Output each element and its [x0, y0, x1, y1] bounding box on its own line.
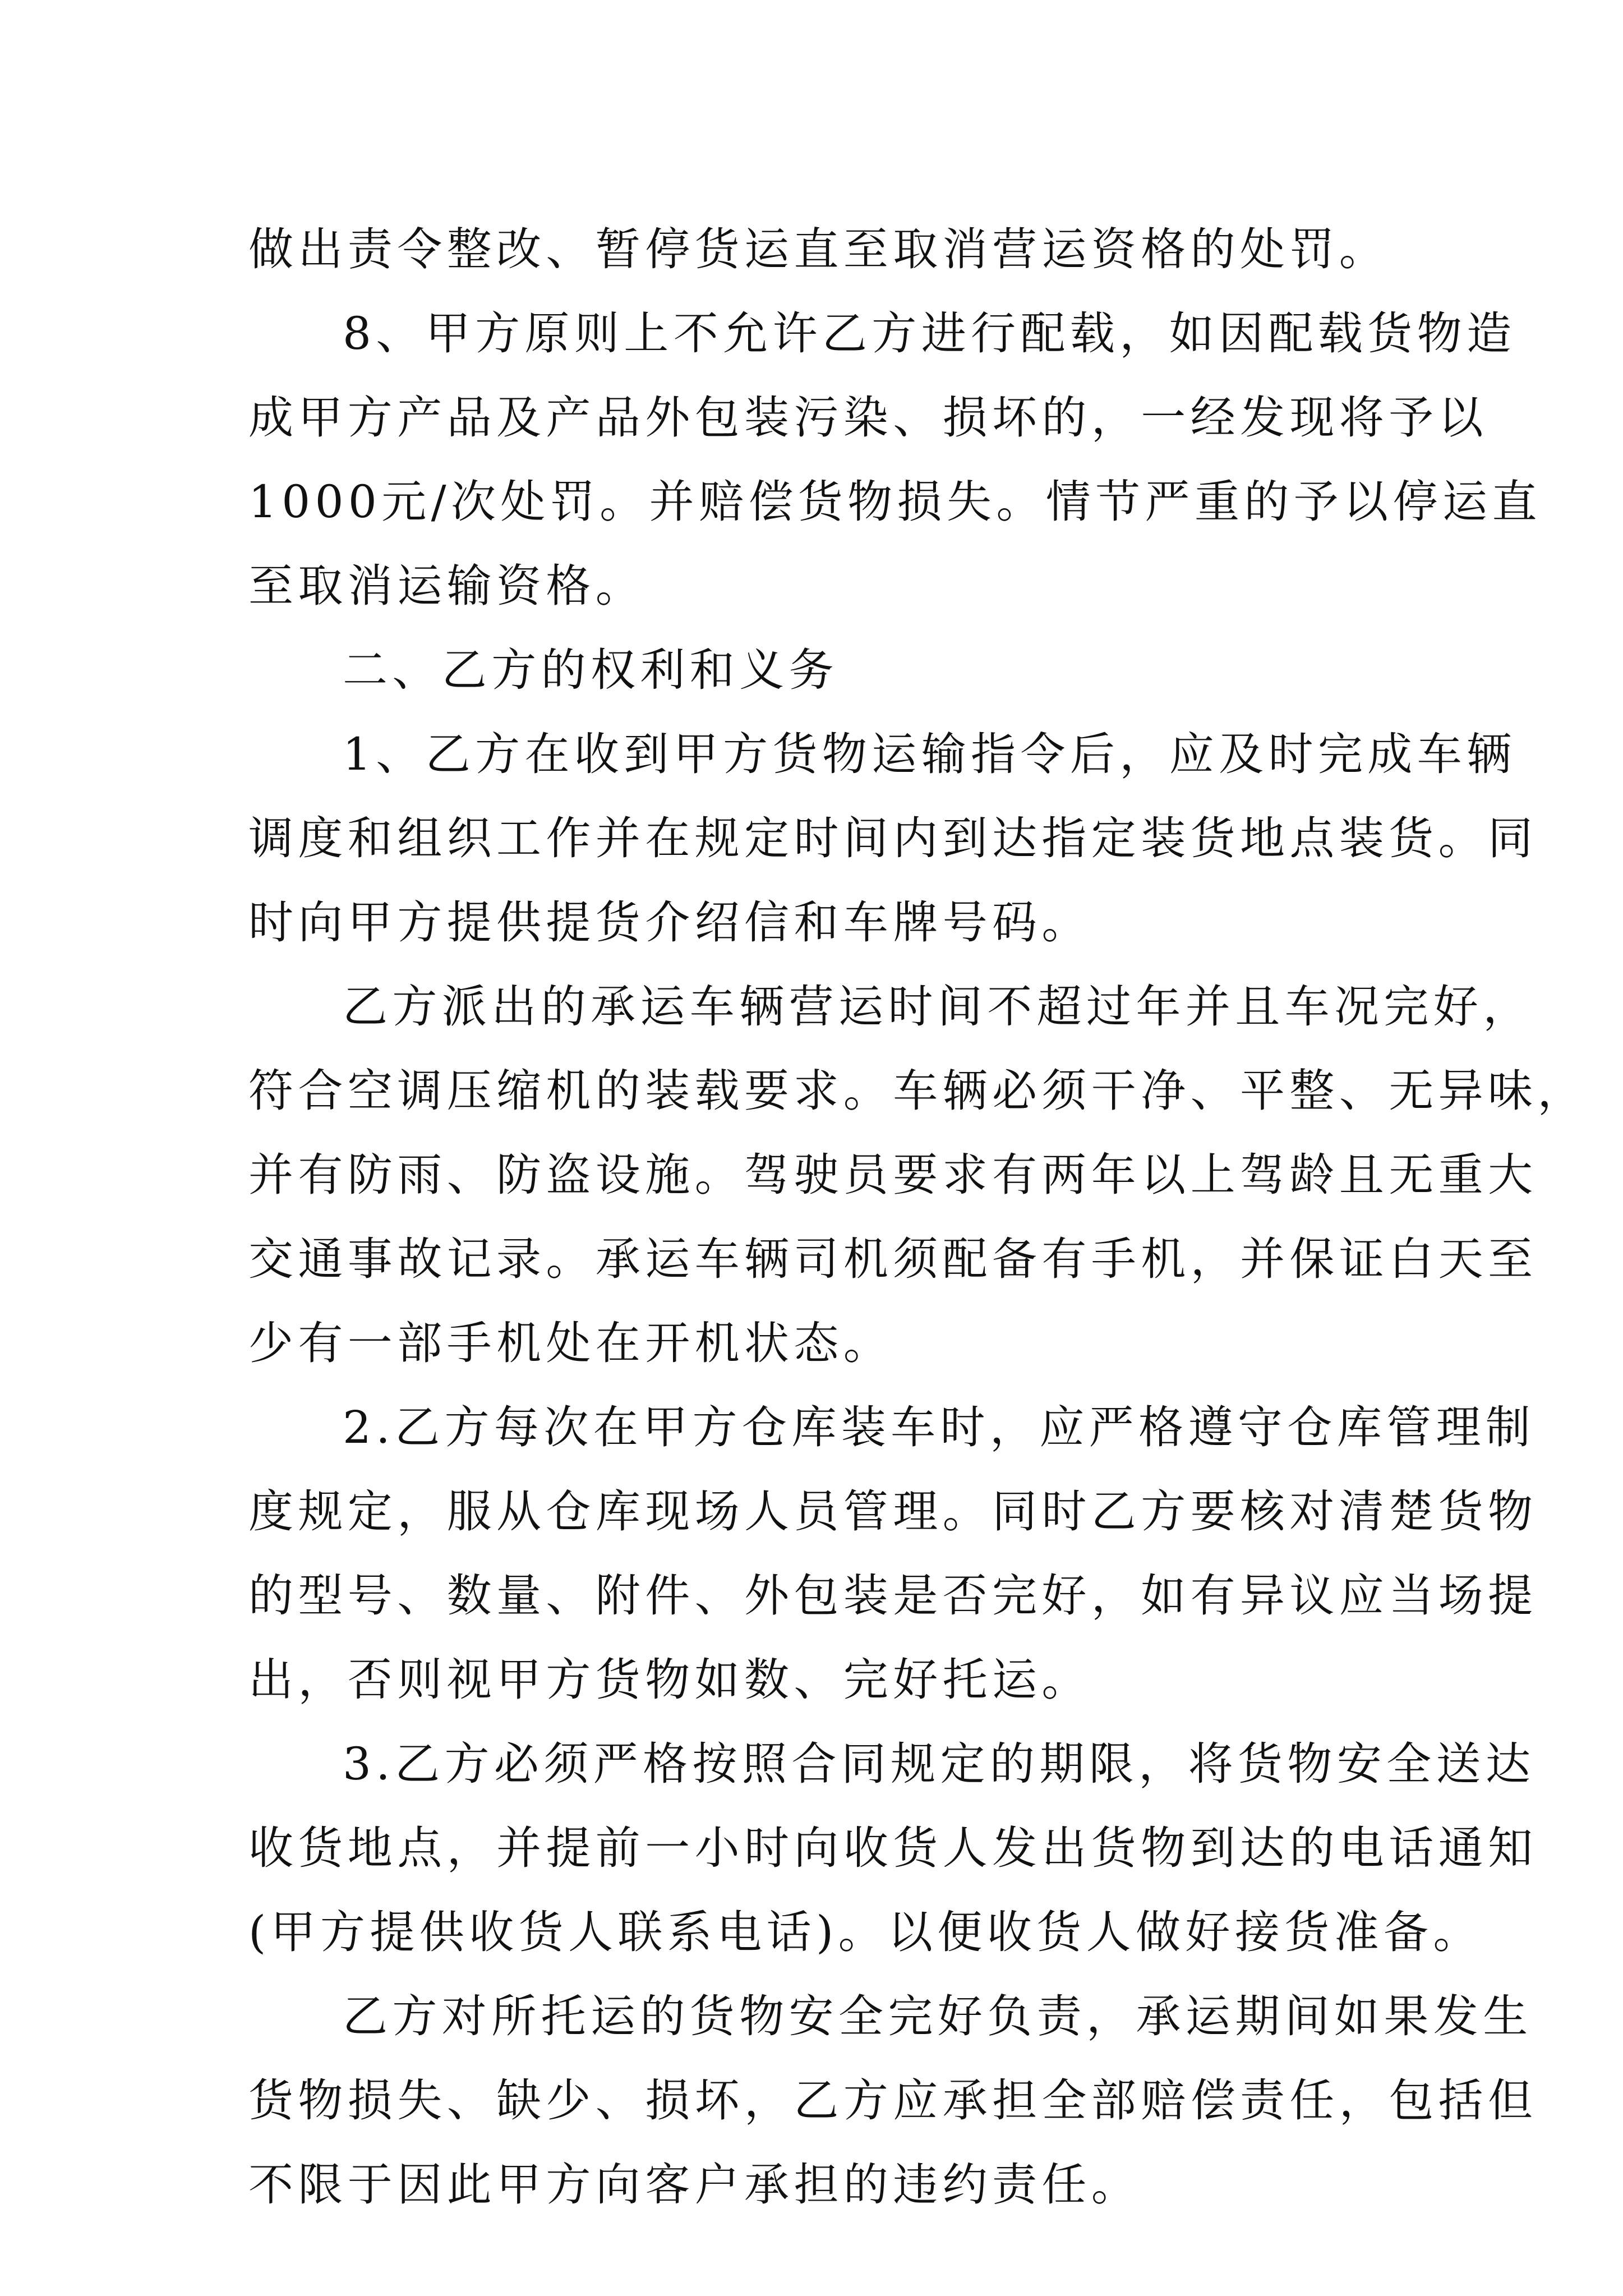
text-line: 1000元/次处罚。并赔偿货物损失。情节严重的予以停运直	[248, 476, 1542, 528]
text-line: 交通事故记录。承运车辆司机须配备有手机，并保证白天至	[248, 1233, 1538, 1285]
text-line: 8、甲方原则上不允许乙方进行配载，如因配载货物造	[343, 307, 1516, 360]
text-line: 符合空调压缩机的装载要求。车辆必须干净、平整、无异味，	[248, 1065, 1587, 1117]
text-line: 乙方对所托运的货物安全完好负责，承运期间如果发生	[343, 1990, 1533, 2042]
text-line: 乙方派出的承运车辆营运时间不超过年并且车况完好，	[343, 981, 1533, 1033]
text-line: 1、乙方在收到甲方货物运输指令后，应及时完成车辆	[343, 728, 1516, 780]
text-line: 至取消运输资格。	[248, 560, 645, 612]
contract-body-text	[248, 208, 1587, 2227]
text-line: 收货地点，并提前一小时向收货人发出货物到达的电话通知	[248, 1822, 1538, 1874]
text-line: 调度和组织工作并在规定时间内到达指定装货地点装货。同	[248, 812, 1538, 864]
text-line: 二、乙方的权利和义务	[343, 644, 838, 696]
text-line: 度规定，服从仓库现场人员管理。同时乙方要核对清楚货物	[248, 1485, 1538, 1538]
text-line: 3.乙方必须严格按照合同规定的期限，将货物安全送达	[343, 1738, 1536, 1790]
text-line: (甲方提供收货人联系电话)。以便收货人做好接货准备。	[248, 1906, 1483, 1958]
text-line: 做出责令整改、暂停货运直至取消营运资格的处罚。	[248, 223, 1389, 275]
text-line: 并有防雨、防盗设施。驾驶员要求有两年以上驾龄且无重大	[248, 1149, 1538, 1201]
text-line: 2.乙方每次在甲方仓库装车时，应严格遵守仓库管理制	[343, 1401, 1536, 1453]
text-line: 货物损失、缺少、损坏，乙方应承担全部赔偿责任，包括但	[248, 2074, 1538, 2127]
text-line: 时向甲方提供提货介绍信和车牌号码。	[248, 896, 1091, 949]
text-line: 成甲方产品及产品外包装污染、损坏的，一经发现将予以	[248, 392, 1488, 444]
text-line: 不限于因此甲方向客户承担的违约责任。	[248, 2159, 1141, 2211]
text-line: 出，否则视甲方货物如数、完好托运。	[248, 1654, 1091, 1706]
text-line: 的型号、数量、附件、外包装是否完好，如有异议应当场提	[248, 1570, 1538, 1622]
text-line: 少有一部手机处在开机状态。	[248, 1317, 893, 1369]
